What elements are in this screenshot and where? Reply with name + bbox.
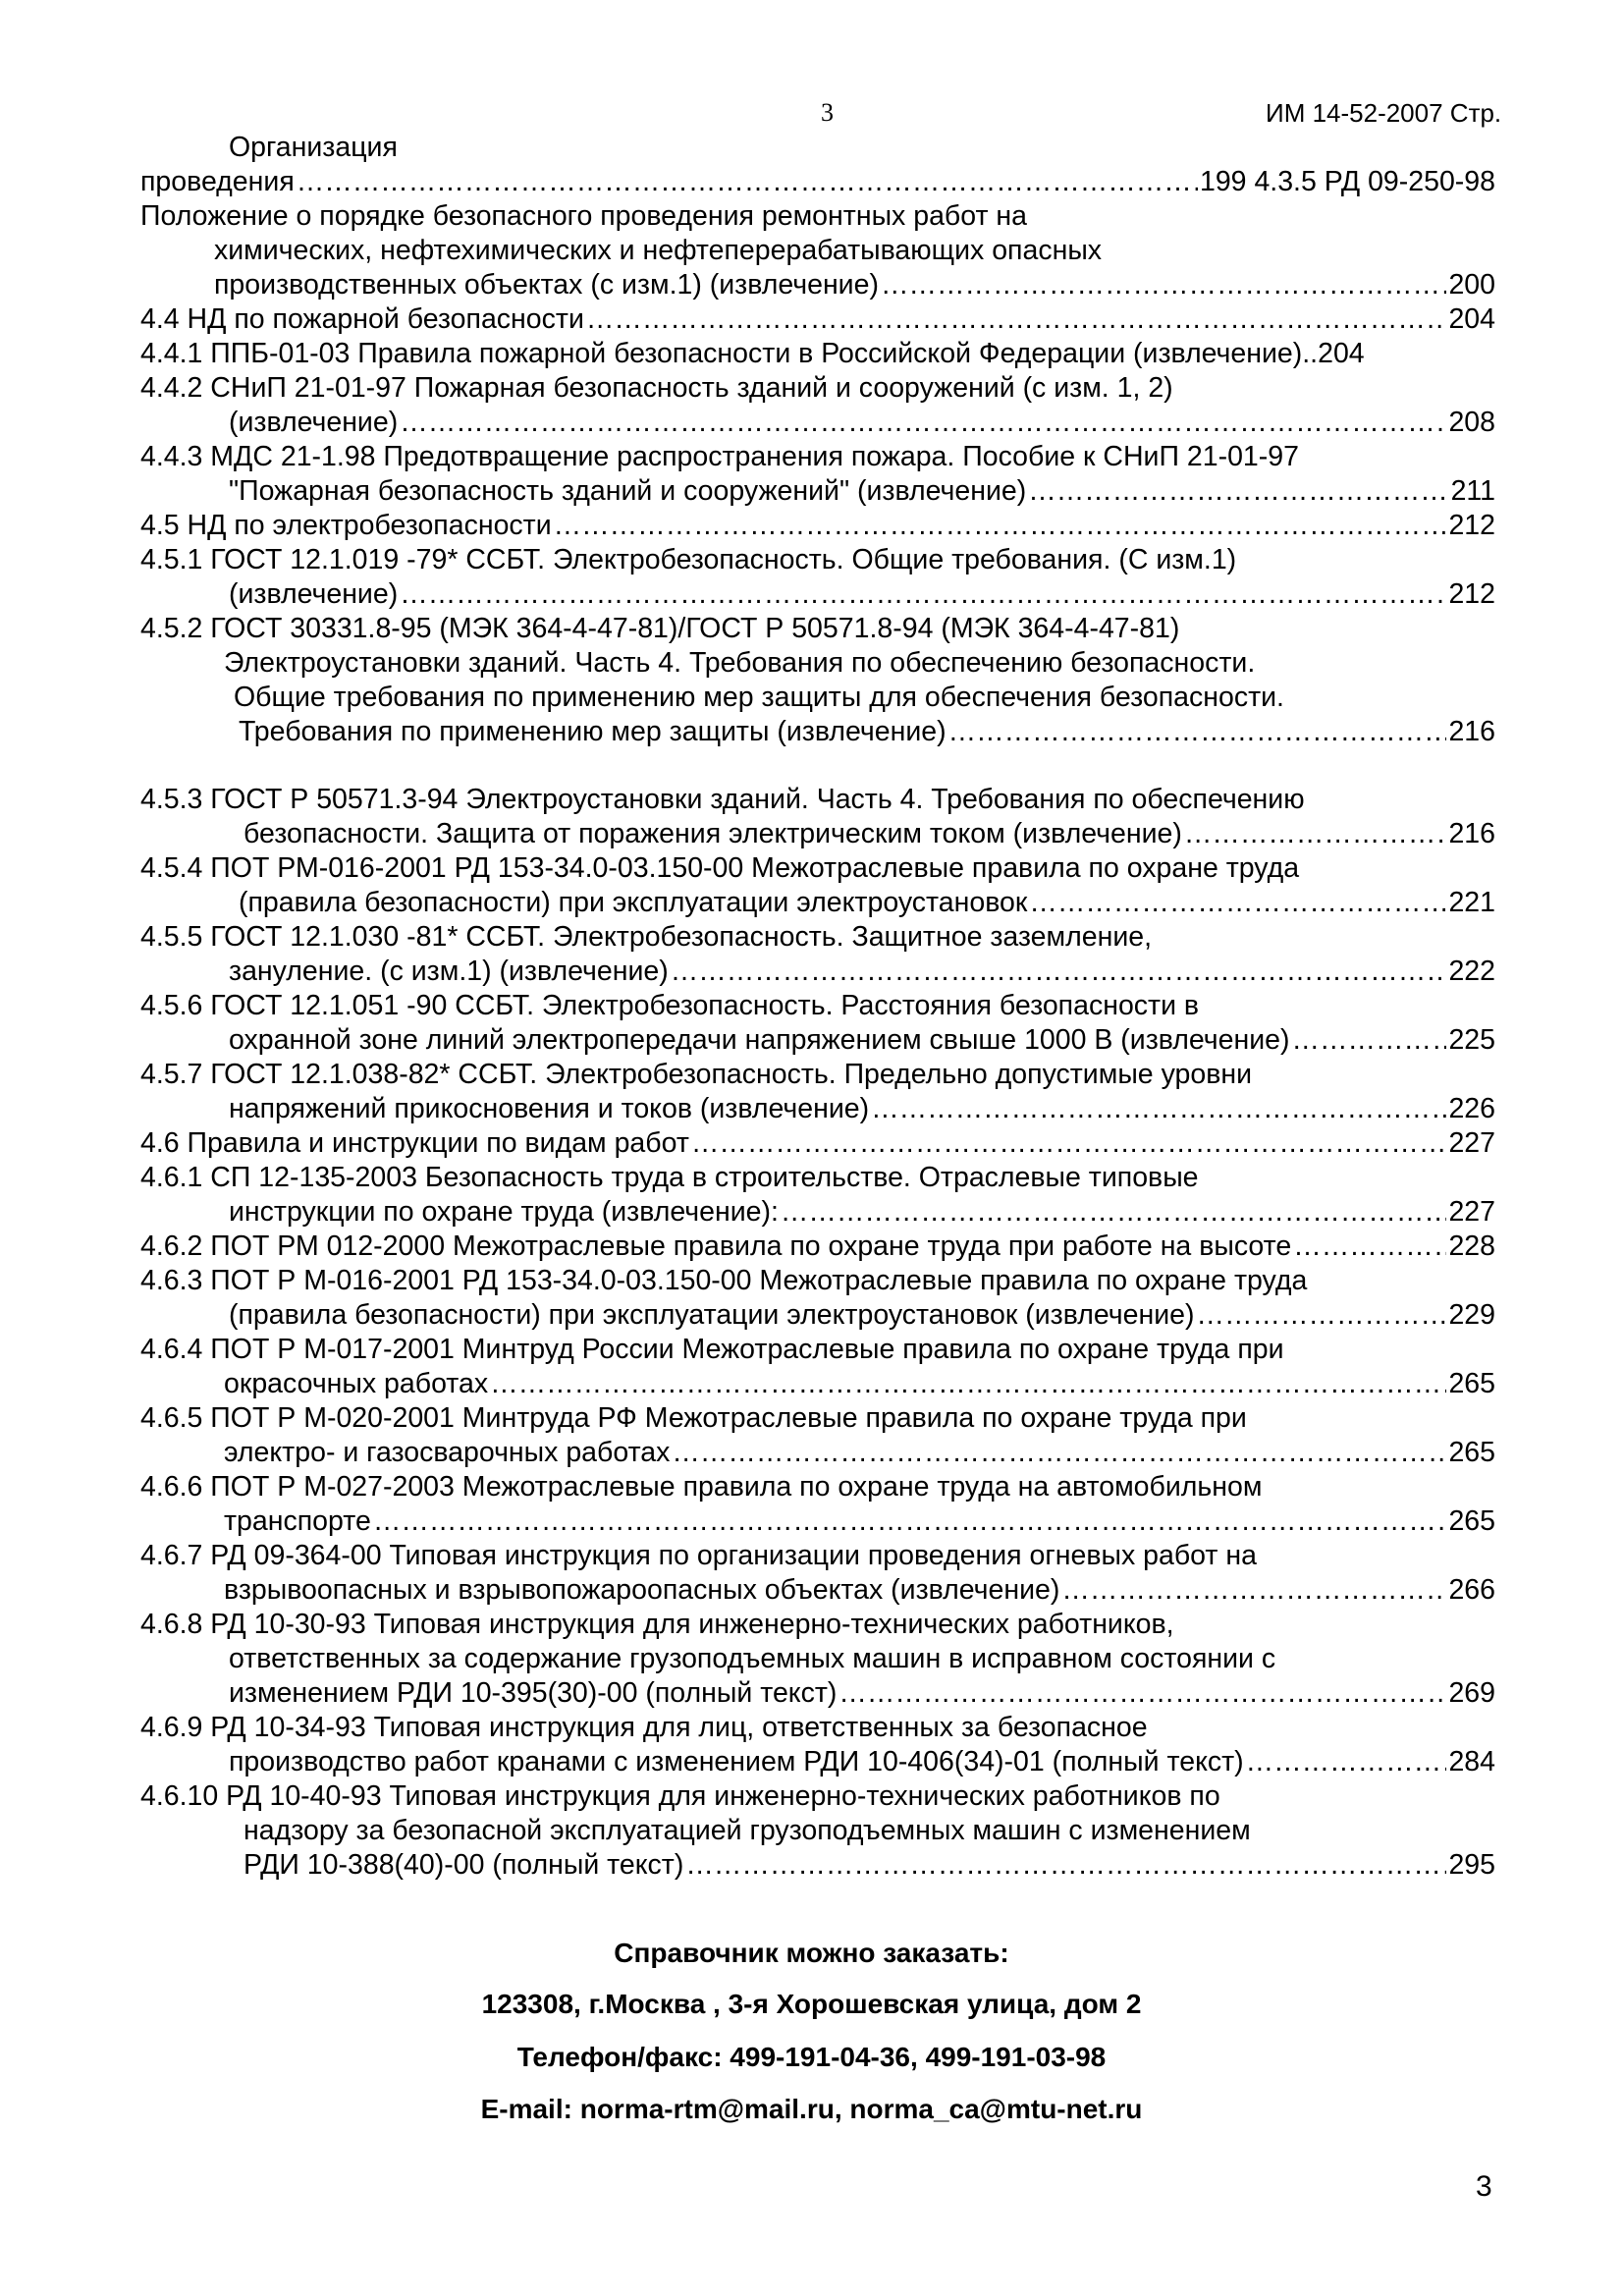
- toc-entry-title: производство работ кранами с изменением РДИ 10-406(34)-01 (полный текст): [229, 1746, 1244, 1777]
- header-page-number: 3: [821, 98, 834, 127]
- toc-line: 4.5.4 ПОТ РМ-016-2001 РД 153-34.0-03.150-00 Межотраслевые правила по охране труда: [140, 852, 1300, 884]
- toc-leader-dots: [685, 1848, 1446, 1882]
- toc-leader-dots: [1293, 1230, 1446, 1263]
- toc-entry-page: 226: [1448, 1093, 1495, 1124]
- toc-line: 4.6.4 ПОТ Р М-017-2001 Минтруд России Межотраслевые правила по охране труда при: [140, 1334, 1284, 1365]
- toc-entry-page: 228: [1448, 1230, 1495, 1262]
- toc-leader-dots: [1246, 1745, 1447, 1778]
- toc-leader-dots: [1061, 1573, 1446, 1607]
- footer-order-title: Справочник можно заказать:: [614, 1938, 1009, 1968]
- toc-leader-dots: [672, 1436, 1446, 1469]
- toc-entry-title: электро- и газосварочных работах: [224, 1437, 671, 1468]
- toc-line: 4.5.5 ГОСТ 12.1.030 -81* ССБТ. Электробезопасность. Защитное заземление,: [140, 921, 1153, 953]
- toc-line: 4.6.6 ПОТ Р М-027-2003 Межотраслевые правила по охране труда на автомобильном: [140, 1471, 1263, 1503]
- toc-entry: [243, 1848, 1495, 1882]
- toc-line: 4.6.10 РД 10-40-93 Типовая инструкция для инженерно-технических работников по: [140, 1780, 1220, 1812]
- toc-entry-page: 199 4.3.5 РД 09-250-98: [1199, 166, 1495, 197]
- toc-leader-dots: [671, 955, 1447, 988]
- toc-leader-dots: [1029, 886, 1446, 919]
- toc-entry-title: 4.6 Правила и инструкции по видам работ: [140, 1127, 689, 1159]
- toc-entry-page: 284: [1448, 1746, 1495, 1777]
- toc-line: 4.5.2 ГОСТ 30331.8-95 (МЭК 364-4-47-81)/ГОСТ Р 50571.8-94 (МЭК 364-4-47-81): [140, 613, 1180, 644]
- toc-leader-dots: [691, 1126, 1447, 1160]
- toc-entry: [224, 1573, 1495, 1607]
- toc-entry-title: окрасочных работах: [224, 1368, 489, 1399]
- toc-entry: [229, 1676, 1495, 1710]
- toc-entry: [229, 577, 1495, 611]
- toc-entry: [224, 1367, 1495, 1400]
- toc-entry-page: 269: [1448, 1677, 1495, 1709]
- toc-entry: [229, 406, 1495, 439]
- toc-line: Общие требования по применению мер защиты для обеспечения безопасности.: [234, 682, 1284, 713]
- toc-leader-dots: [781, 1195, 1447, 1229]
- toc-leader-dots: [948, 715, 1447, 748]
- toc-line: 4.6.7 РД 09-364-00 Типовая инструкция по организации проведения огневых работ на: [140, 1540, 1257, 1571]
- toc-line: 4.6.9 РД 10-34-93 Типовая инструкция для лиц, ответственных за безопасное: [140, 1712, 1148, 1743]
- toc-entry-title: (извлечение): [229, 578, 399, 610]
- toc-entry: [140, 1230, 1495, 1263]
- header-doc-ref: ИМ 14-52-2007 Стр.: [1266, 98, 1502, 128]
- toc-entry-title: транспорте: [224, 1505, 371, 1537]
- toc-entry-page: 212: [1448, 510, 1495, 541]
- toc-line: 4.6.8 РД 10-30-93 Типовая инструкция для инженерно-технических работников,: [140, 1609, 1174, 1640]
- toc-entry: [229, 1298, 1495, 1332]
- toc-leader-dots: [1028, 474, 1448, 508]
- toc-entry-page: 295: [1448, 1849, 1495, 1881]
- toc-line: Организация: [229, 132, 398, 163]
- toc-entry: [140, 1126, 1495, 1160]
- toc-line: 4.4.2 СНиП 21-01-97 Пожарная безопасность зданий и сооружений (с изм. 1, 2): [140, 372, 1173, 404]
- toc-entry-title: (правила безопасности) при эксплуатации электроустановок (извлечение): [229, 1299, 1195, 1331]
- toc-line: химических, нефтехимических и нефтеперерабатывающих опасных: [214, 235, 1103, 266]
- toc-entry-title: 4.4 НД по пожарной безопасности: [140, 303, 584, 335]
- toc-line: надзору за безопасной эксплуатацией грузоподъемных машин с изменением: [243, 1815, 1251, 1846]
- toc-line: 4.6.1 СП 12-135-2003 Безопасность труда в строительстве. Отраслевые типовые: [140, 1162, 1199, 1193]
- toc-leader-dots: [1184, 817, 1447, 850]
- toc-entry-title: 4.6.2 ПОТ РМ 012-2000 Межотраслевые правила по охране труда при работе на высоте: [140, 1230, 1292, 1262]
- toc-line: 4.5.6 ГОСТ 12.1.051 -90 ССБТ. Электробезопасность. Расстояния безопасности в: [140, 990, 1200, 1021]
- toc-entry: [214, 268, 1495, 301]
- toc-entry-title: (правила безопасности) при эксплуатации электроустановок: [239, 887, 1028, 918]
- toc-entry: [229, 1023, 1495, 1057]
- toc-leader-dots: [554, 509, 1447, 542]
- toc-entry-title: изменением РДИ 10-395(30)-00 (полный текст): [229, 1677, 838, 1709]
- toc-entry-page: 200: [1448, 269, 1495, 301]
- toc-entry-title: 4.5 НД по электробезопасности: [140, 510, 552, 541]
- toc-leader-dots: [586, 302, 1447, 336]
- toc-entry-title: производственных объектах (с изм.1) (извлечение): [214, 269, 879, 301]
- toc-leader-dots: [1196, 1298, 1446, 1332]
- toc-entry: [140, 302, 1495, 336]
- toc-entry-page: 229: [1448, 1299, 1495, 1331]
- toc-entry-title: напряжений прикосновения и токов (извлечение): [229, 1093, 870, 1124]
- toc-entry-title: инструкции по охране труда (извлечение):: [229, 1196, 779, 1228]
- toc-entry-page: 265: [1448, 1505, 1495, 1537]
- toc-entry-page: 208: [1448, 407, 1495, 438]
- toc-entry: [239, 886, 1495, 919]
- toc-entry: [140, 165, 1495, 198]
- toc-entry-title: "Пожарная безопасность зданий и сооружений" (извлечение): [229, 475, 1027, 507]
- toc-leader-dots: [400, 406, 1446, 439]
- footer-email: E-mail: norma-rtm@mail.ru, norma_ca@mtu-net.ru: [480, 2094, 1143, 2124]
- toc-entry: [229, 955, 1495, 988]
- toc-leader-dots: [297, 165, 1198, 198]
- toc-entry-page: 266: [1448, 1574, 1495, 1606]
- toc-entry-title: (извлечение): [229, 407, 399, 438]
- toc-entry-page: 212: [1448, 578, 1495, 610]
- toc-entry-title: взрывоопасных и взрывопожароопасных объектах (извлечение): [224, 1574, 1060, 1606]
- toc-line: 4.5.3 ГОСТ Р 50571.3-94 Электроустановки зданий. Часть 4. Требования по обеспечению: [140, 784, 1305, 815]
- footer-address: 123308, г.Москва , 3-я Хорошевская улица, дом 2: [481, 1989, 1142, 2019]
- toc-entry: [239, 715, 1495, 748]
- toc-line: Положение о порядке безопасного проведения ремонтных работ на: [140, 200, 1028, 232]
- toc-line: 4.5.1 ГОСТ 12.1.019 -79* ССБТ. Электробезопасность. Общие требования. (С изм.1): [140, 544, 1237, 575]
- toc-entry-page: 221: [1448, 887, 1495, 918]
- toc-entry-page: 227: [1448, 1127, 1495, 1159]
- toc-entry: [229, 1195, 1495, 1229]
- toc-leader-dots: [490, 1367, 1446, 1400]
- toc-leader-dots: [400, 577, 1446, 611]
- footer-phone: Телефон/факс: 499-191-04-36, 499-191-03-98: [516, 2042, 1107, 2072]
- toc-entry-title: зануление. (с изм.1) (извлечение): [229, 956, 669, 987]
- page-number: 3: [1476, 2170, 1492, 2203]
- toc-line: Электроустановки зданий. Часть 4. Требования по обеспечению безопасности.: [224, 647, 1256, 679]
- toc-line: 4.6.3 ПОТ Р М-016-2001 РД 153-34.0-03.150-00 Межотраслевые правила по охране труда: [140, 1265, 1308, 1296]
- toc-line: 4.4.1 ППБ-01-03 Правила пожарной безопасности в Российской Федерации (извлечение)..204: [140, 338, 1365, 369]
- toc-entry-page: 227: [1448, 1196, 1495, 1228]
- toc-line: 4.4.3 МДС 21-1.98 Предотвращение распространения пожара. Пособие к СНиП 21-01-97: [140, 441, 1299, 472]
- toc-entry: [224, 1436, 1495, 1469]
- toc-entry-page: 265: [1448, 1368, 1495, 1399]
- toc-entry-page: 225: [1448, 1024, 1495, 1056]
- toc-entry: [229, 1092, 1495, 1125]
- toc-entry: [243, 817, 1495, 850]
- toc-leader-dots: [1292, 1023, 1447, 1057]
- toc-entry-title: Требования по применению мер защиты (извлечение): [239, 716, 947, 747]
- toc-entry-title: РДИ 10-388(40)-00 (полный текст): [243, 1849, 684, 1881]
- toc-leader-dots: [871, 1092, 1446, 1125]
- toc-entry-title: охранной зоне линий электропередачи напряжением свыше 1000 В (извлечение): [229, 1024, 1290, 1056]
- toc-entry-title: безопасности. Защита от поражения электрическим током (извлечение): [243, 818, 1182, 849]
- toc-entry: [229, 474, 1495, 508]
- toc-line: ответственных за содержание грузоподъемных машин в исправном состоянии с: [229, 1643, 1276, 1674]
- toc-entry-page: 222: [1448, 956, 1495, 987]
- toc-entry-page: 265: [1448, 1437, 1495, 1468]
- toc-leader-dots: [881, 268, 1446, 301]
- toc-entry-title: проведения: [140, 166, 295, 197]
- toc-entry-page: 216: [1448, 716, 1495, 747]
- toc-leader-dots: [373, 1504, 1447, 1538]
- toc-entry: [229, 1745, 1495, 1778]
- toc-leader-dots: [839, 1676, 1446, 1710]
- toc-entry-page: 204: [1448, 303, 1495, 335]
- toc-entry: [224, 1504, 1495, 1538]
- toc-entry-page: 216: [1448, 818, 1495, 849]
- toc-line: 4.6.5 ПОТ Р М-020-2001 Минтруда РФ Межотраслевые правила по охране труда при: [140, 1402, 1247, 1434]
- toc-entry: [140, 509, 1495, 542]
- toc-entry-page: 211: [1450, 475, 1495, 507]
- toc-line: 4.5.7 ГОСТ 12.1.038-82* ССБТ. Электробезопасность. Предельно допустимые уровни: [140, 1059, 1252, 1090]
